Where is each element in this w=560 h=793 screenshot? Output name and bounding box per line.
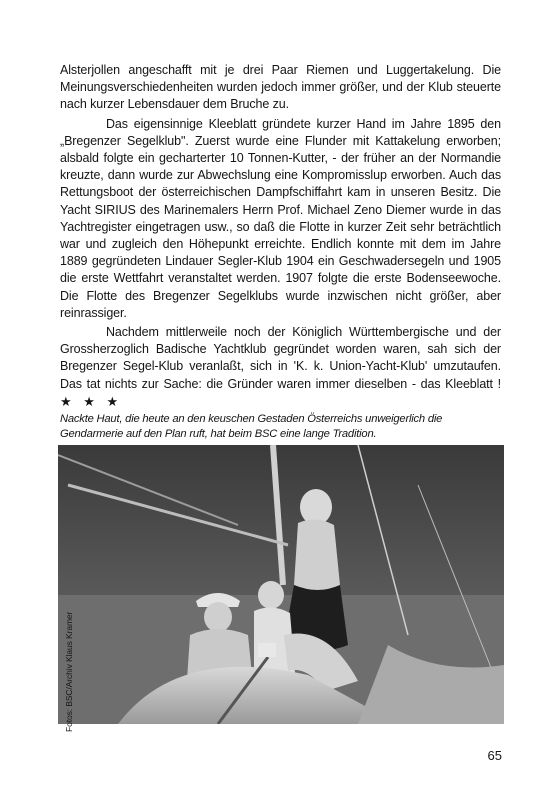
photo-caption: Nackte Haut, die heute an den keuschen Gestaden Österreichs unweigerlich die Gendarmerie auf den Plan ruft, hat beim BSC eine lange Tradition. — [60, 413, 443, 440]
section-stars: ★ ★ ★ — [60, 393, 123, 409]
paragraph-2: Das eigensinnige Kleeblatt gründete kurzer Hand im Jahre 1895 den „Bregenzer Segelklub". Zuerst wurde eine Flunder mit Kattakelung erworben; alsbald folgte ein gecharterter 10 Tonnen-Kutter, - der früher an der Normandie kreuzte, dann wurde zur Abwechslung eine Kompromisslup erworben. Auch das Rettungsboot der österreichischen Dampfschiffahrt kam in unseren Besitz. Die Yacht SIRIUS des Marinemalers Herrn Prof. Michael Zeno Diemer wurde in das Yachtregister eingetragen usw., so daß die Flotte in kurzer Zeit sehr beträchtlich war und zugleich den Höhepunkt erreichte. Endlich konnte mit dem im Jahre 1889 gegründeten Lindauer Segler-Klub 1904 ein Geschwadersegeln und 1905 die erste Wettfahrt veranstaltet werden. 1907 folgte die erste Bodenseewoche. Die Flotte des Bregenzer Segelklubs wurde inzwischen nicht größer, aber reinrassiger. — [60, 116, 501, 320]
paragraph-3 — [60, 324, 501, 411]
photo-credit: Fotos: BSC/Archiv Klaus Kramer — [64, 611, 74, 732]
paragraph-1: Alsterjollen angeschafft mit je drei Paar Riemen und Luggertakelung. Die Meinungsverschiedenheiten wurden jedoch immer größer, und der Klub steuerte nach kurzer Lebensdauer dem Bruche zu. — [60, 63, 501, 112]
sailing-photo — [58, 445, 504, 724]
body-text — [60, 62, 501, 413]
paragraph-3-text: Nachdem mittlerweile noch der Königlich Württembergische und der Grossherzoglich Badische Yachtklub gegründet worden waren, sah sich der Bregenzer Segel-Klub veranlaßt, sich in 'K. k. Union-Yacht-Klub' umzutaufen. Das tat nichts zur Sache: die Gründer waren immer dieselben - das Kleeblatt ! — [60, 325, 501, 391]
page-number: 65 — [487, 748, 502, 763]
